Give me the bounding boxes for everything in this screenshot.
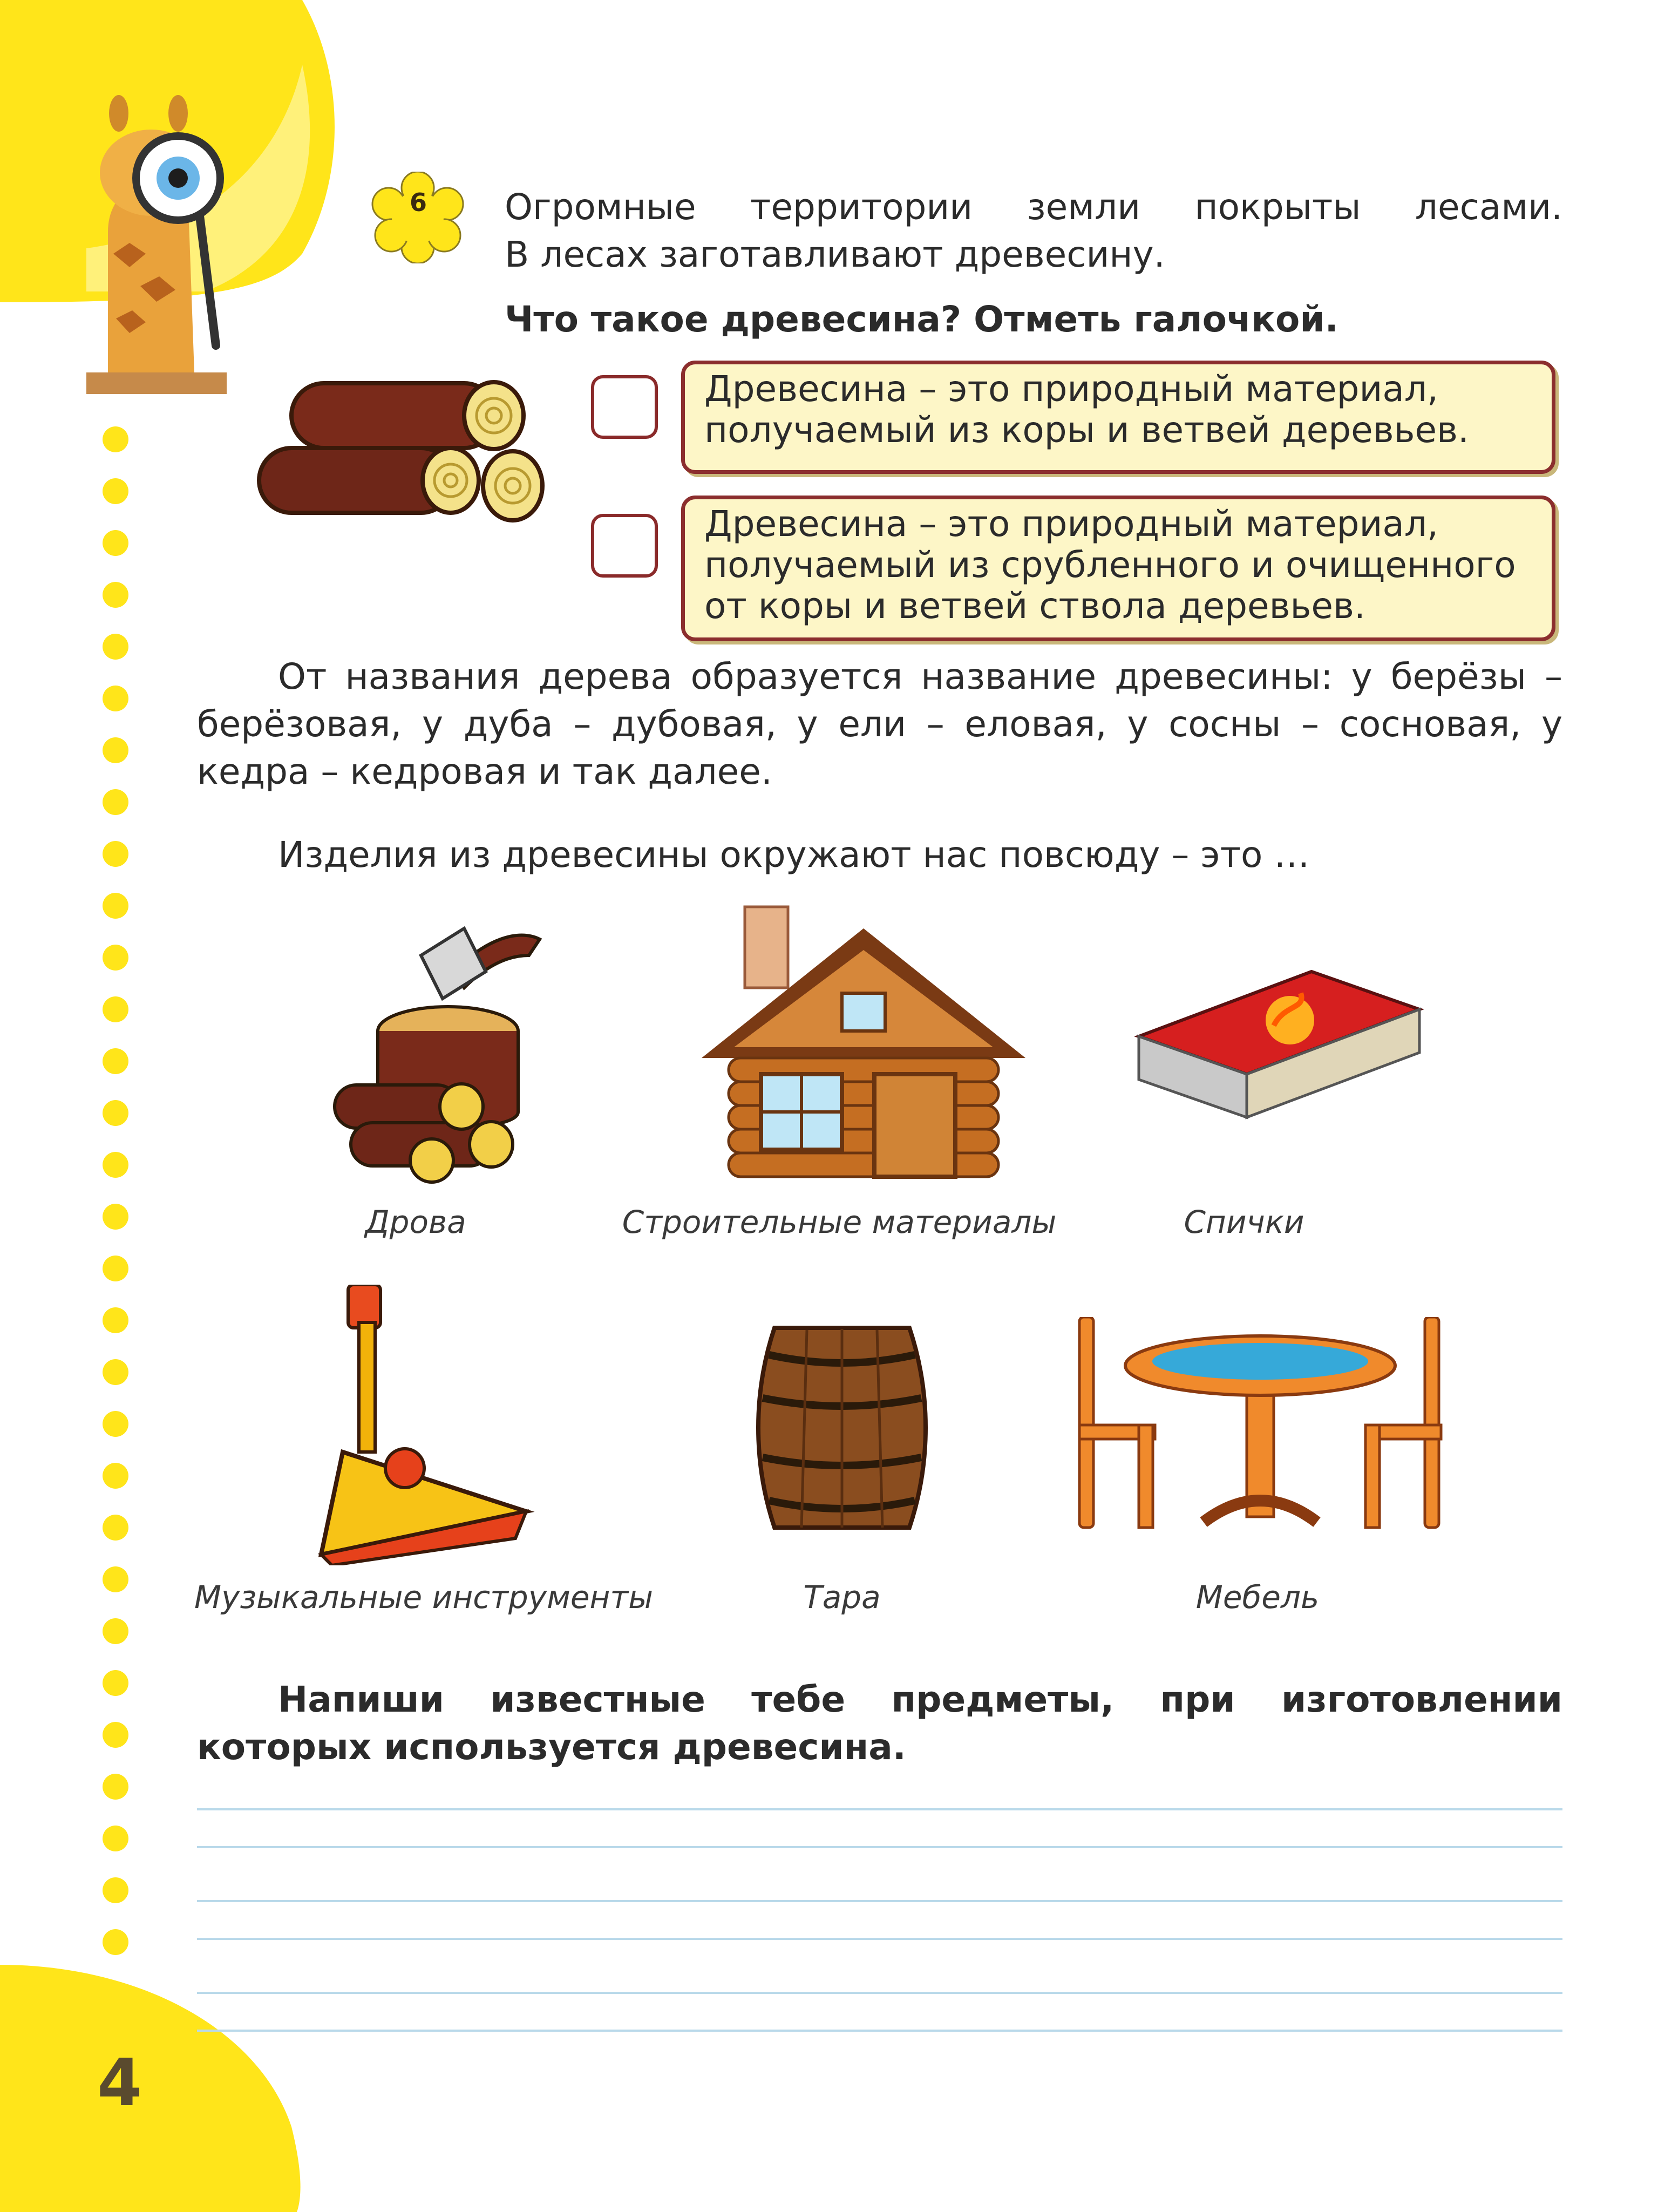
caption-firewood: Дрова [365, 1204, 466, 1240]
margin-dot [103, 945, 128, 971]
margin-dot [103, 1877, 128, 1903]
option2-card [681, 496, 1555, 641]
table-chairs-icon [1074, 1317, 1446, 1533]
task-number-badge [370, 172, 466, 263]
option1-checkbox[interactable] [591, 375, 658, 439]
margin-dot [103, 530, 128, 556]
log-house-icon [702, 896, 1025, 1198]
margin-dot [103, 1566, 128, 1592]
margin-dot [103, 1256, 128, 1281]
option2-checkbox[interactable] [591, 514, 658, 578]
option1-text: Древесина – это природный материал, получаемый из коры и ветвей деревьев. [704, 368, 1470, 451]
margin-dot [103, 426, 128, 452]
caption-building-materials: Строительные материалы [622, 1204, 1057, 1240]
margin-dot [103, 1204, 128, 1230]
caption-musical-instruments: Музыкальные инструменты [194, 1579, 654, 1616]
balalaika-icon [310, 1285, 537, 1565]
writing-line[interactable] [197, 1900, 1562, 1902]
margin-dot [103, 1463, 128, 1489]
margin-dot [103, 737, 128, 763]
margin-dot [103, 1152, 128, 1178]
task-number: 6 [409, 188, 427, 217]
margin-dot [103, 634, 128, 660]
intro-text-line1: Огромные территории земли покрыты лесами. [505, 186, 1562, 228]
wood-naming-paragraph: От названия дерева образуется название древесины: у берёзы – берёзовая, у дуба – дубовая, у ели – еловая, у сосны – сосновая, у кедра – кедровая и так далее. [197, 656, 1562, 792]
wood-logs-icon [248, 372, 561, 556]
caption-furniture: Мебель [1195, 1579, 1320, 1616]
margin-dot [103, 996, 128, 1022]
caption-matches: Спички [1184, 1204, 1304, 1240]
margin-dot [103, 1722, 128, 1748]
page-number-blob [0, 1965, 302, 2212]
barrel-icon [753, 1317, 931, 1538]
writing-line[interactable] [197, 1992, 1562, 1994]
margin-dot [103, 1826, 128, 1851]
margin-dot [103, 841, 128, 867]
giraffe-magnifier-icon [86, 92, 227, 394]
products-intro: Изделия из древесины окружают нас повсюду – это … [278, 834, 1310, 876]
margin-dot [103, 1100, 128, 1126]
margin-dot [103, 1618, 128, 1644]
margin-dot [103, 478, 128, 504]
firewood-axe-icon [324, 907, 551, 1188]
writing-line[interactable] [197, 1846, 1562, 1848]
margin-dot [103, 686, 128, 711]
margin-dot [103, 1670, 128, 1696]
margin-dot [103, 1411, 128, 1437]
task-question: Что такое древесина? Отметь галочкой. [505, 298, 1338, 340]
writing-line[interactable] [197, 1938, 1562, 1940]
matchbox-icon [1128, 961, 1430, 1123]
intro-text-line2: В лесах заготавливают древесину. [505, 234, 1165, 275]
margin-dot [103, 582, 128, 608]
margin-dot [103, 1359, 128, 1385]
margin-dot [103, 1774, 128, 1800]
writing-line[interactable] [197, 2030, 1562, 2032]
margin-dot [103, 789, 128, 815]
margin-dot [103, 1929, 128, 1955]
margin-dot [103, 1048, 128, 1074]
page-number: 4 [97, 2046, 142, 2121]
margin-dot [103, 1307, 128, 1333]
writing-line[interactable] [197, 1808, 1562, 1810]
option1-card [681, 361, 1555, 474]
caption-containers: Тара [803, 1579, 881, 1616]
margin-dot [103, 893, 128, 919]
option2-text: Древесина – это природный материал, получаемый из срубленного и очищенного от коры и ветвей ствола деревьев. [704, 503, 1516, 627]
write-task: Напиши известные тебе предметы, при изготовлении которых используется древесина. [197, 1679, 1562, 1768]
margin-dot [103, 1515, 128, 1541]
